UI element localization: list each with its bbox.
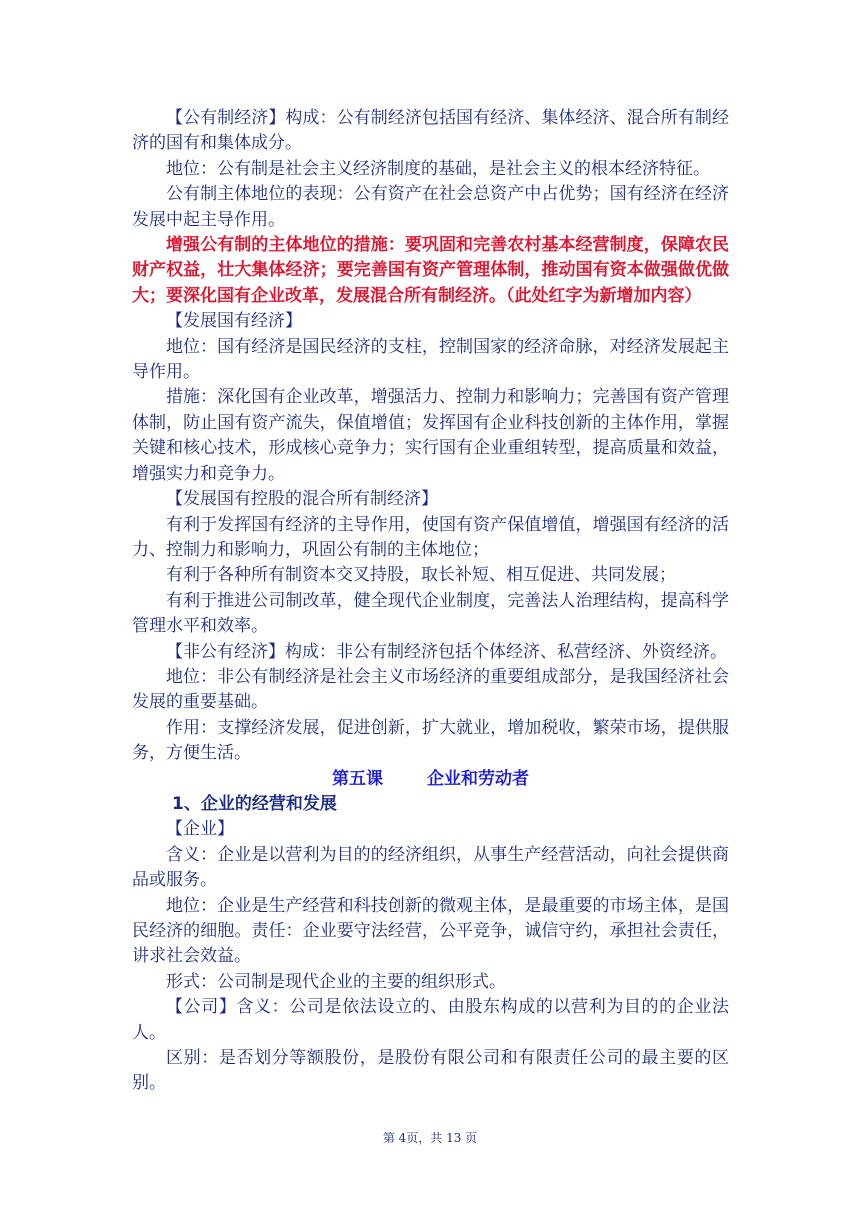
paragraph-state-economy-heading: 【发展国有经济】	[166, 311, 302, 332]
lesson-number: 第五课	[332, 768, 383, 789]
paragraph-public-ownership-dominance: 公有制主体地位的表现：公有资产在社会总资产中占优势；国有经济在经济发展中起主导作用。	[132, 184, 729, 230]
paragraph-enterprise-status: 地位：企业是生产经营和科技创新的微观主体，是最重要的市场主体，是国民经济的细胞。责任：企业要守法经营，公平竞争，诚信守约，承担社会责任，讲求社会效益。	[132, 895, 729, 967]
paragraph-enterprise-form: 形式：公司制是现代企业的主要的组织形式。	[166, 971, 506, 992]
paragraph-public-ownership-composition: 【公有制经济】构成：公有制经济包括国有经济、集体经济、混合所有制经济的国有和集体成分。	[132, 108, 729, 154]
page-footer: 第 4页，共 13 页	[382, 1131, 478, 1145]
section-heading: 1、企业的经营和发展	[172, 793, 337, 814]
paragraph-mixed-ownership-benefit-2: 有利于各种所有制资本交叉持股，取长补短、相互促进、共同发展；	[166, 565, 676, 586]
paragraph-non-public-status: 地位：非公有制经济是社会主义市场经济的重要组成部分，是我国经济社会发展的重要基础。	[132, 666, 729, 713]
paragraph-non-public-composition: 【非公有经济】构成：非公有制经济包括个体经济、私营经济、外资经济。	[166, 641, 727, 662]
paragraph-non-public-role: 作用：支撑经济发展，促进创新，扩大就业，增加税收，繁荣市场，提供服务，方便生活。	[132, 717, 729, 764]
paragraph-company-difference: 区别：是否划分等额股份，是股份有限公司和有限责任公司的最主要的区别。	[132, 1048, 729, 1094]
paragraph-enterprise-heading: 【企业】	[166, 819, 234, 840]
paragraph-mixed-ownership-benefit-3: 有利于推进公司制改革，健全现代企业制度，完善法人治理结构，提高科学管理水平和效率。	[132, 590, 729, 637]
document-body	[132, 106, 729, 1097]
paragraph-public-ownership-status: 地位：公有制是社会主义经济制度的基础，是社会主义的根本经济特征。	[166, 158, 710, 179]
paragraph-state-economy-status: 地位：国有经济是国民经济的支柱，控制国家的经济命脉，对经济发展起主导作用。	[132, 336, 729, 383]
paragraph-enterprise-definition: 含义：企业是以营利为目的的经济组织，从事生产经营活动，向社会提供商品或服务。	[132, 844, 729, 891]
paragraph-mixed-ownership-heading: 【发展国有控股的混合所有制经济】	[166, 489, 438, 510]
paragraph-company-definition: 【公司】含义：公司是依法设立的、由股东构成的以营利为目的的企业法人。	[132, 997, 729, 1043]
paragraph-new-content-measures: 增强公有制的主体地位的措施：要巩固和完善农村基本经营制度，保障农民财产权益，壮大集体经济；要完善国有资产管理体制，推动国有资本做强做优做大；要深化国有企业改革，发展混合所有制经济。（此处红字为新增加内容）	[132, 235, 729, 306]
lesson-heading	[132, 767, 729, 792]
paragraph-mixed-ownership-benefit-1: 有利于发挥国有经济的主导作用，使国有资产保值增值，增强国有经济的活力、控制力和影响力，巩固公有制的主体地位；	[132, 514, 729, 560]
paragraph-state-economy-measures: 措施：深化国有企业改革，增强活力、控制力和影响力；完善国有资产管理体制，防止国有资产流失，保值增值；发挥国有企业科技创新的主体作用，掌握关键和核心技术，形成核心竞争力；实行国有企业重组转型，提高质量和效益，增强实力和竞争力。	[132, 387, 729, 484]
lesson-title: 企业和劳动者	[427, 768, 529, 789]
